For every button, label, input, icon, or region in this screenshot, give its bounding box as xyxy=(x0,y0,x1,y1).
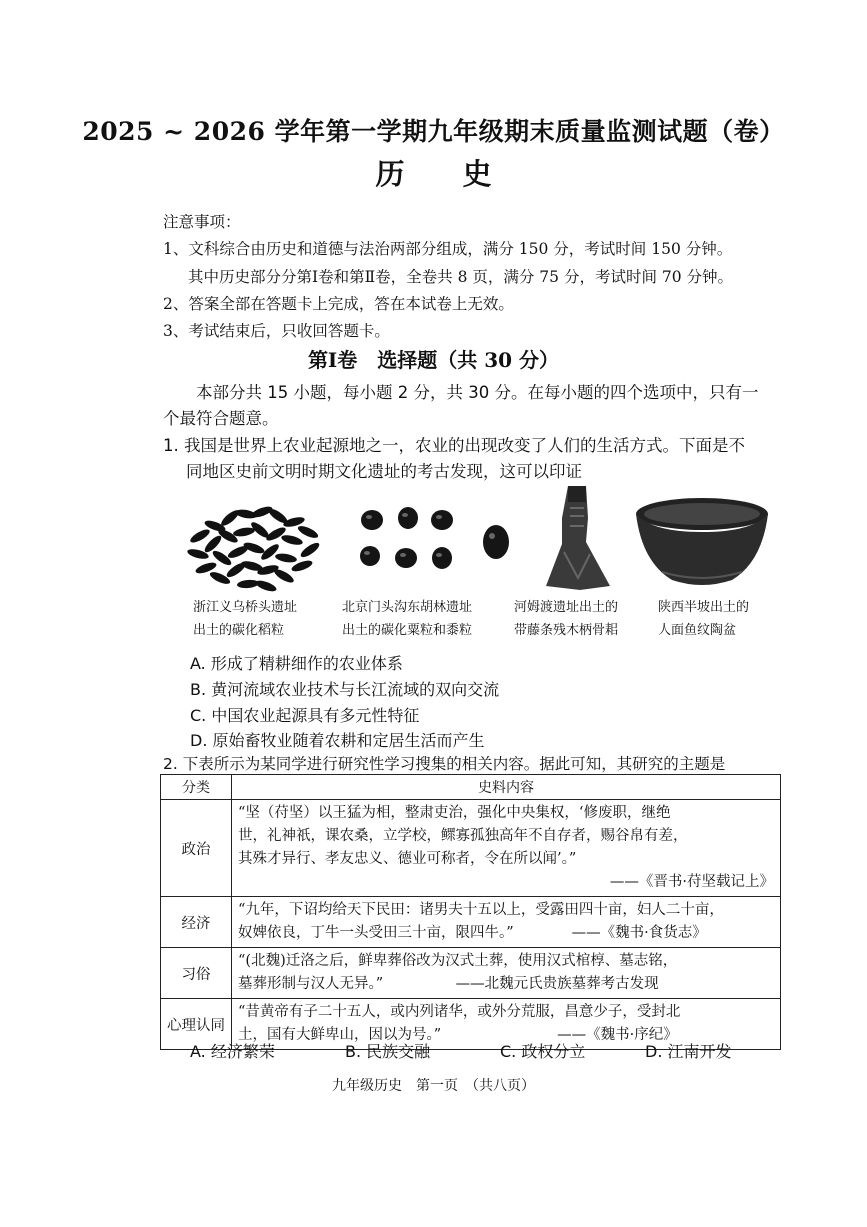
table-row xyxy=(161,948,781,999)
table-header-row xyxy=(161,775,781,800)
table-row xyxy=(161,897,781,948)
section-title: 第Ⅰ卷 选择题（共 30 分） xyxy=(307,348,560,372)
exam-title: 2025 ~ 2026 学年第一学期九年级期末质量监测试题（卷） xyxy=(82,117,785,146)
q1-option-d[interactable]: D. 原始畜牧业随着农耕和定居生活而产生 xyxy=(190,731,485,750)
source-table xyxy=(160,774,781,1050)
image-caption: 河姆渡遗址出土的 带藤条残木柄骨耜 xyxy=(514,600,619,638)
table-cell-content: “昔黄帝有子二十五人，或内列诸华，或外分荒服，昌意少子，受封北 土，国有大鲜卑山，因以为号。” ——《魏书·序纪》 xyxy=(232,999,781,1050)
notice-line: 3、考试结束后，只收回答题卡。 xyxy=(163,322,390,340)
pottery-basin-image xyxy=(632,492,772,592)
table-cell-content: “坚（苻坚）以王猛为相，整肃吏治，强化中央集权，‘修废职，继绝 世，礼神祇，课农桑，立学校，鳏寡孤独高年不自存者，赐谷帛有差， 其殊才异行、孝友忠义、德业可称者，令在所以闻’。” ——《晋书·苻坚载记上》 xyxy=(232,800,781,897)
table-row xyxy=(161,800,781,897)
q2-option-d[interactable]: D. 江南开发 xyxy=(645,1042,732,1061)
q1-option-a[interactable]: A. 形成了精耕细作的农业体系 xyxy=(190,654,403,673)
notice-line: 2、答案全部在答题卡上完成，答在本试卷上无效。 xyxy=(163,295,514,313)
notice-line: 其中历史部分分第Ⅰ卷和第Ⅱ卷，全卷共 8 页，满分 75 分，考试时间 70 分钟。 xyxy=(188,268,734,286)
q2-option-a[interactable]: A. 经济繁荣 xyxy=(190,1042,275,1061)
page-footer: 九年级历史 第一页 （共八页） xyxy=(332,1078,535,1094)
table-cell-category: 习俗 xyxy=(161,948,232,999)
image-caption: 陕西半坡出土的 人面鱼纹陶盆 xyxy=(658,600,750,638)
image-caption: 北京门头沟东胡林遗址 出土的碳化粟粒和黍粒 xyxy=(342,600,473,638)
section-intro: 个最符合题意。 xyxy=(163,409,279,428)
image-caption: 浙江义乌桥头遗址 出土的碳化稻粒 xyxy=(193,600,298,638)
q2-option-b[interactable]: B. 民族交融 xyxy=(345,1042,431,1061)
table-cell-category: 经济 xyxy=(161,897,232,948)
q1-stem: 1. 我国是世界上农业起源地之一，农业的出现改变了人们的生活方式。下面是不 xyxy=(163,436,745,455)
carbonized-millet-image xyxy=(350,500,520,590)
bone-spade-image xyxy=(540,482,612,594)
table-header-category: 分类 xyxy=(161,775,232,800)
q2-option-c[interactable]: C. 政权分立 xyxy=(500,1042,586,1061)
table-cell-category: 政治 xyxy=(161,800,232,897)
q2-stem: 2. 下表所示为某同学进行研究性学习搜集的相关内容。据此可知，其研究的主题是 xyxy=(163,755,726,773)
q1-option-c[interactable]: C. 中国农业起源具有多元性特征 xyxy=(190,706,420,725)
q1-option-b[interactable]: B. 黄河流域农业技术与长江流域的双向交流 xyxy=(190,680,500,699)
section-intro: 本部分共 15 小题，每小题 2 分，共 30 分。在每小题的四个选项中，只有一 xyxy=(196,383,759,402)
table-cell-content: “(北魏)迁洛之后，鲜卑葬俗改为汉式土葬，使用汉式棺椁、墓志铭， 墓葬形制与汉人无异。” ——北魏元氏贵族墓葬考古发现 xyxy=(232,948,781,999)
table-header-content: 史料内容 xyxy=(232,775,781,800)
carbonized-rice-image xyxy=(180,496,330,594)
subject-title: 历 史 xyxy=(375,157,516,191)
notice-line: 1、文科综合由历史和道德与法治两部分组成，满分 150 分，考试时间 150 分钟。 xyxy=(163,240,733,258)
table-cell-category: 心理认同 xyxy=(161,999,232,1050)
q1-stem: 同地区史前文明时期文化遗址的考古发现，这可以印证 xyxy=(186,462,582,481)
table-cell-content: “九年，下诏均给天下民田：诸男夫十五以上，受露田四十亩，妇人二十亩， 奴婢依良，丁牛一头受田三十亩，限四牛。” ——《魏书·食货志》 xyxy=(232,897,781,948)
notice-heading: 注意事项： xyxy=(163,213,241,231)
